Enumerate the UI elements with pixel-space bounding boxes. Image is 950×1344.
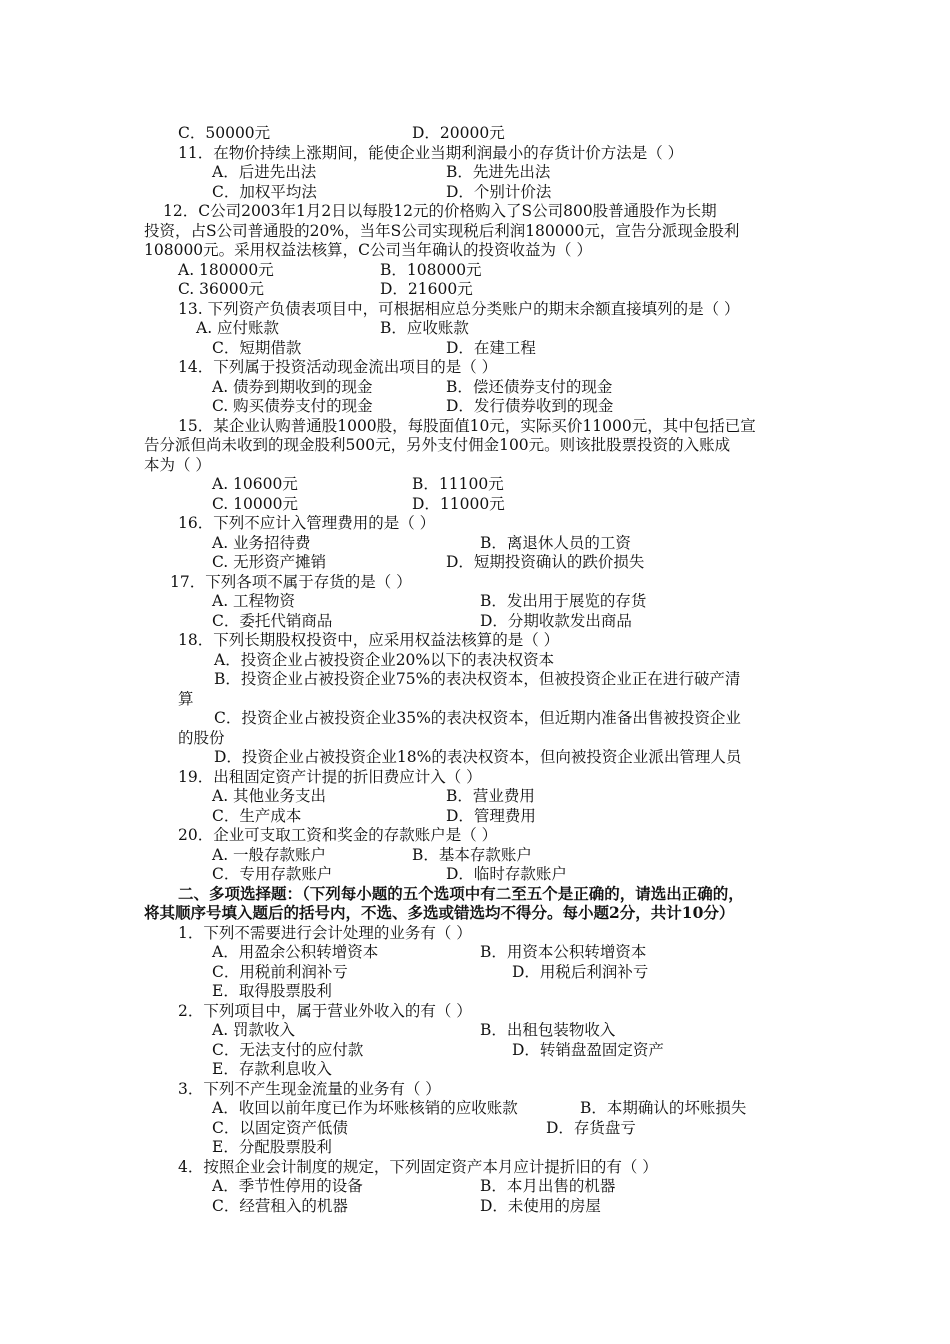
option-b: B．出租包装物收入: [480, 1021, 616, 1039]
option-a: A. 其他业务支出: [212, 787, 327, 805]
option-d: D．分期收款发出商品: [480, 612, 632, 630]
option-d: D．短期投资确认的跌价损失: [446, 553, 645, 571]
option-d: D．管理费用: [446, 807, 536, 825]
option-b: B．108000元: [380, 261, 482, 279]
option-d: D．11000元: [412, 495, 505, 513]
section-heading: 二、多项选择题：（下列每小题的五个选项中有二至五个是正确的，请选出正确的，: [178, 884, 744, 903]
option-b: B．发出用于展览的存货: [480, 592, 647, 610]
option-c: C. 10000元: [212, 495, 298, 513]
option-a: A. 罚款收入: [212, 1021, 296, 1039]
option-a: A. 债券到期收到的现金: [212, 378, 373, 396]
option-a: A. 应付账款: [196, 319, 280, 337]
option-a: A. 工程物资: [212, 592, 296, 610]
option-a: A．季节性停用的设备: [212, 1177, 363, 1195]
option-c: C．加权平均法: [212, 183, 317, 201]
question-13: 13. 下列资产负债表项目中，可根据相应总分类账户的期末余额直接填列的是（ ）: [178, 300, 740, 318]
option-b: B．先进先出法: [446, 163, 551, 181]
question-15-cont: 告分派但尚未收到的现金股利500元，另外支付佣金100元。则该批股票投资的入账成: [144, 436, 731, 454]
option-d: D．20000元: [412, 124, 505, 142]
option-c: C．短期借款: [212, 339, 302, 357]
question-18: 18．下列长期股权投资中，应采用权益法核算的是（ ）: [178, 631, 560, 649]
question-19: 19．出租固定资产计提的折旧费应计入（ ）: [178, 768, 482, 786]
option-c: C．无法支付的应付款: [212, 1041, 364, 1059]
option-e: E．分配股票股利: [212, 1138, 332, 1156]
option-c: C．经营租入的机器: [212, 1197, 348, 1215]
section-heading-cont: 将其顺序号填入题后的括号内，不选、多选或错选均不得分。每小题2分，共计10分）: [144, 903, 735, 922]
option-e: E．存款利息收入: [212, 1060, 332, 1078]
option-c: C. 无形资产摊销: [212, 553, 327, 571]
option-b: B．用资本公积转增资本: [480, 943, 647, 961]
option-d: D．存货盘亏: [546, 1119, 636, 1137]
question-14: 14．下列属于投资活动现金流出项目的是（ ）: [178, 358, 498, 376]
option-d: D．21600元: [380, 280, 473, 298]
option-b: B．11100元: [412, 475, 504, 493]
option-a: A. 10600元: [212, 475, 298, 493]
option-c: C．50000元: [178, 124, 271, 142]
question-15-cont: 本为（ ）: [144, 456, 211, 474]
option-a: A. 180000元: [178, 261, 274, 279]
multi-question-1: 1．下列不需要进行会计处理的业务有（ ）: [178, 924, 472, 942]
option-d: D．发行债券收到的现金: [446, 397, 614, 415]
option-a: A. 业务招待费: [212, 534, 311, 552]
option-c-cont: 的股份: [178, 729, 225, 747]
option-c: C．投资企业占被投资企业35%的表决权资本，但近期内准备出售被投资企业: [214, 709, 741, 727]
option-b: B．投资企业占被投资企业75%的表决权资本，但被投资企业正在进行破产清: [214, 670, 741, 688]
option-c: C. 36000元: [178, 280, 264, 298]
option-d: D．投资企业占被投资企业18%的表决权资本，但向被投资企业派出管理人员: [214, 748, 742, 766]
multi-question-4: 4．按照企业会计制度的规定，下列固定资产本月应计提折旧的有（ ）: [178, 1158, 658, 1176]
question-12-cont: 投资，占S公司普通股的20%，当年S公司实现税后利润180000元，宣告分派现金股利: [144, 222, 740, 240]
option-b-cont: 算: [178, 690, 194, 708]
option-d: D．未使用的房屋: [480, 1197, 601, 1215]
option-e: E．取得股票股利: [212, 982, 332, 1000]
question-20: 20．企业可支取工资和奖金的存款账户是（ ）: [178, 826, 498, 844]
option-b: B．偿还债券支付的现金: [446, 378, 613, 396]
option-b: B．本期确认的坏账损失: [580, 1099, 747, 1117]
question-12-cont: 108000元。采用权益法核算，C公司当年确认的投资收益为（ ）: [144, 241, 592, 259]
option-c: C. 购买债券支付的现金: [212, 397, 373, 415]
option-c: C．用税前利润补亏: [212, 963, 348, 981]
option-a: A．后进先出法: [212, 163, 317, 181]
option-b: B．营业费用: [446, 787, 535, 805]
option-d: D．个别计价法: [446, 183, 552, 201]
question-16: 16．下列不应计入管理费用的是（ ）: [178, 514, 436, 532]
option-d: D．转销盘盈固定资产: [512, 1041, 664, 1059]
question-17: 17．下列各项不属于存货的是（ ）: [170, 573, 412, 591]
multi-question-2: 2．下列项目中，属于营业外收入的有（ ）: [178, 1002, 472, 1020]
option-a: A．投资企业占被投资企业20%以下的表决权资本: [214, 651, 555, 669]
question-15: 15．某企业认购普通股1000股，每股面值10元，实际买价11000元，其中包括已宣: [178, 417, 756, 435]
option-b: B．应收账款: [380, 319, 469, 337]
question-11: 11．在物价持续上涨期间，能使企业当期利润最小的存货计价方法是（ ）: [178, 144, 684, 162]
option-c: C．专用存款账户: [212, 865, 333, 883]
option-d: D．临时存款账户: [446, 865, 567, 883]
option-c: C．以固定资产低债: [212, 1119, 348, 1137]
option-c: C．生产成本: [212, 807, 302, 825]
option-c: C．委托代销商品: [212, 612, 333, 630]
option-d: D．在建工程: [446, 339, 536, 357]
option-b: B．基本存款账户: [412, 846, 532, 864]
option-a: A. 一般存款账户: [212, 846, 327, 864]
question-12: 12．C公司2003年1月2日以每股12元的价格购入了S公司800股普通股作为长期: [163, 202, 717, 220]
multi-question-3: 3．下列不产生现金流量的业务有（ ）: [178, 1080, 441, 1098]
option-b: B．离退休人员的工资: [480, 534, 631, 552]
option-d: D．用税后利润补亏: [512, 963, 649, 981]
option-b: B．本月出售的机器: [480, 1177, 616, 1195]
option-a: A．用盈余公积转增资本: [212, 943, 379, 961]
option-a: A．收回以前年度已作为坏账核销的应收账款: [212, 1099, 518, 1117]
